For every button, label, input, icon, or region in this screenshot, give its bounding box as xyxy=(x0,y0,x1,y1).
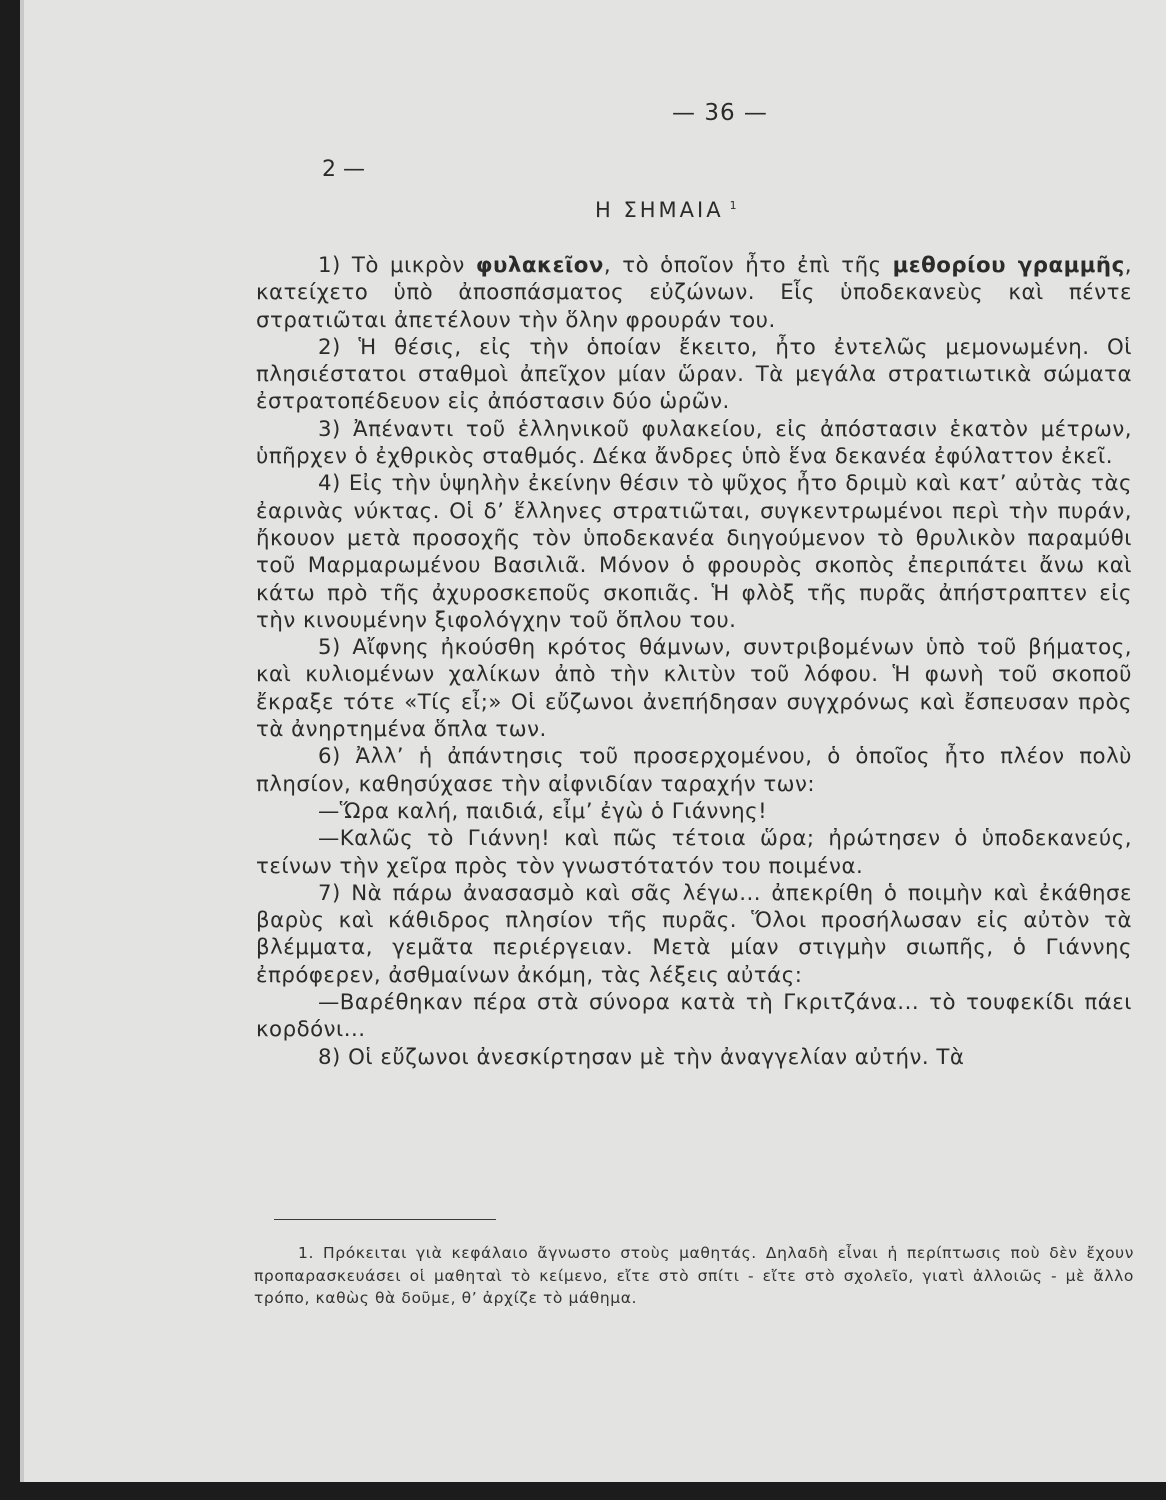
paragraph-2: 2) Ἡ θέσις, εἰς τὴν ὁποίαν ἔκειτο, ἦτο ἐντελῶς μεμονωμένη. Οἱ πλησιέστατοι σταθμοὶ ἀπεῖχον μίαν ὥραν. Τὰ μεγάλα στρατιωτικὰ σώματα ἐστρατοπέδευον εἰς ἀπόστασιν δύο ὡρῶν. xyxy=(256,334,1132,415)
dialogue-line-2: —Καλῶς τὸ Γιάννη! καὶ πῶς τέτοια ὥρα; ἠρώτησεν ὁ ὑποδεκανεύς, τείνων τὴν χεῖρα πρὸς τὸν γνωστότατόν του ποιμένα. xyxy=(256,826,1132,879)
paragraph-6: 6) Ἀλλ’ ἡ ἀπάντησις τοῦ προσερχομένου, ὁ ὁποῖος ἦτο πλέον πολὺ πλησίον, καθησύχασε τὴν αἰφνιδίαν ταραχήν των: xyxy=(256,744,1132,797)
bold-term-methoriou-grammis: μεθορίου γραμμῆς xyxy=(892,253,1125,278)
body-text xyxy=(256,252,1132,1071)
paragraph-3: 3) Ἀπέναντι τοῦ ἑλληνικοῦ φυλακείου, εἰς ἀπόστασιν ἑκατὸν μέτρων, ὑπῆρχεν ὁ ἐχθρικὸς σταθμός. Δέκα ἄνδρες ὑπὸ ἕνα δεκανέα ἐφύλαττον ἐκεῖ. xyxy=(256,416,1132,470)
bold-term-phylakeion: φυλακεῖον xyxy=(475,253,604,278)
footnote: 1. Πρόκειται γιὰ κεφάλαιο ἄγνωστο στοὺς μαθητάς. Δηλαδὴ εἶναι ἡ περίπτωσις ποὺ δὲν ἔχουν προπαρασκευάσει οἱ μαθηταὶ τὸ κείμενο, εἴτε στὸ σπίτι - εἴτε στὸ σχολεῖο, γιατὶ ἀλλοιῶς - μὲ ἄλλο τρόπο, καθὼς θὰ δοῦμε, θ’ ἀρχίζε τὸ μάθημα. xyxy=(254,1244,1134,1307)
paragraph-1-text-a: 1) Τὸ μικρὸν xyxy=(318,253,476,278)
paragraph-5: 5) Αἴφνης ἠκούσθη κρότος θάμνων, συντριβομένων ὑπὸ τοῦ βήματος, καὶ κυλιομένων χαλίκων ἀπὸ τὴν κλιτὺν τοῦ λόφου. Ἡ φωνὴ τοῦ σκοποῦ ἔκραξε τότε «Τίς εἶ;» Οἱ εὔζωνοι ἀνεπήδησαν συγχρόνως καὶ ἔσπευσαν πρὸς τὰ ἀνηρτημένα ὅπλα των. xyxy=(256,635,1132,743)
paragraph-1 xyxy=(256,252,1132,334)
section-marker: 2 — xyxy=(322,157,365,182)
paragraph-1-text-c: , κατείχετο ὑπὸ ἀποσπάσματος εὐζώνων. Εἷς ὑποδεκανεὺς καὶ πέντε στρατιῶται ἀπετέλουν τὴν ὅλην φρουράν του. xyxy=(256,253,1132,333)
chapter-title-text: Η ΣΗΜΑΙΑ xyxy=(595,198,724,222)
paragraph-7: 7) Νὰ πάρω ἀνασασμὸ καὶ σᾶς λέγω... ἀπεκρίθη ὁ ποιμὴν καὶ ἐκάθησε βαρὺς καὶ κάθιδρος πλησίον τῆς πυρᾶς. Ὅλοι προσήλωσαν εἰς αὐτὸν τὰ βλέμματα, γεμᾶτα περιέργειαν. Μετὰ μίαν στιγμὴν σιωπῆς, ὁ Γιάννης ἐπρόφερεν, ἀσθμαίνων ἀκόμη, τὰς λέξεις αὐτάς: xyxy=(256,880,1132,988)
paragraph-4: 4) Εἰς τὴν ὑψηλὴν ἐκείνην θέσιν τὸ ψῦχος ἦτο δριμὺ καὶ κατ’ αὐτὰς τὰς ἐαρινὰς νύκτας. Οἱ δ’ ἕλληνες στρατιῶται, συγκεντρωμένοι περὶ τὴν πυράν, ἤκουον μετὰ προσοχῆς τὸν ὑποδεκανέα διηγούμενον τὸ θρυλικὸν παραμύθι τοῦ Μαρμαρωμένου Βασιλιᾶ. Μόνον ὁ φρουρὸς σκοπὸς ἐπεριπάτει ἄνω καὶ κάτω πρὸ τῆς ἀχυροσκεποῦς σκοπιᾶς. Ἡ φλὸξ τῆς πυρᾶς ἀπήστραπτεν εἰς τὴν κινουμένην ξιφολόγχην τοῦ ὅπλου του. xyxy=(256,471,1132,633)
dialogue-line-1: —Ὥρα καλή, παιδιά, εἶμ’ ἐγὼ ὁ Γιάννης! xyxy=(318,798,768,824)
footnote-divider xyxy=(274,1219,496,1220)
dialogue-line-3: —Βαρέθηκαν πέρα στὰ σύνορα κατὰ τὴ Γκριτζάνα... τὸ τουφεκίδι πάει κορδόνι... xyxy=(256,990,1132,1043)
page-number: — 36 — xyxy=(672,100,768,126)
chapter-title xyxy=(595,198,737,222)
paragraph-8: 8) Οἱ εὔζωνοι ἀνεσκίρτησαν μὲ τὴν ἀναγγελίαν αὐτήν. Τὰ xyxy=(318,1044,965,1070)
paragraph-1-text-b: , τὸ ὁποῖον ἦτο ἐπὶ τῆς xyxy=(603,253,893,278)
book-page xyxy=(20,0,1166,1482)
footnote-reference: 1 xyxy=(729,199,737,212)
page-edge-shadow xyxy=(20,0,24,1482)
